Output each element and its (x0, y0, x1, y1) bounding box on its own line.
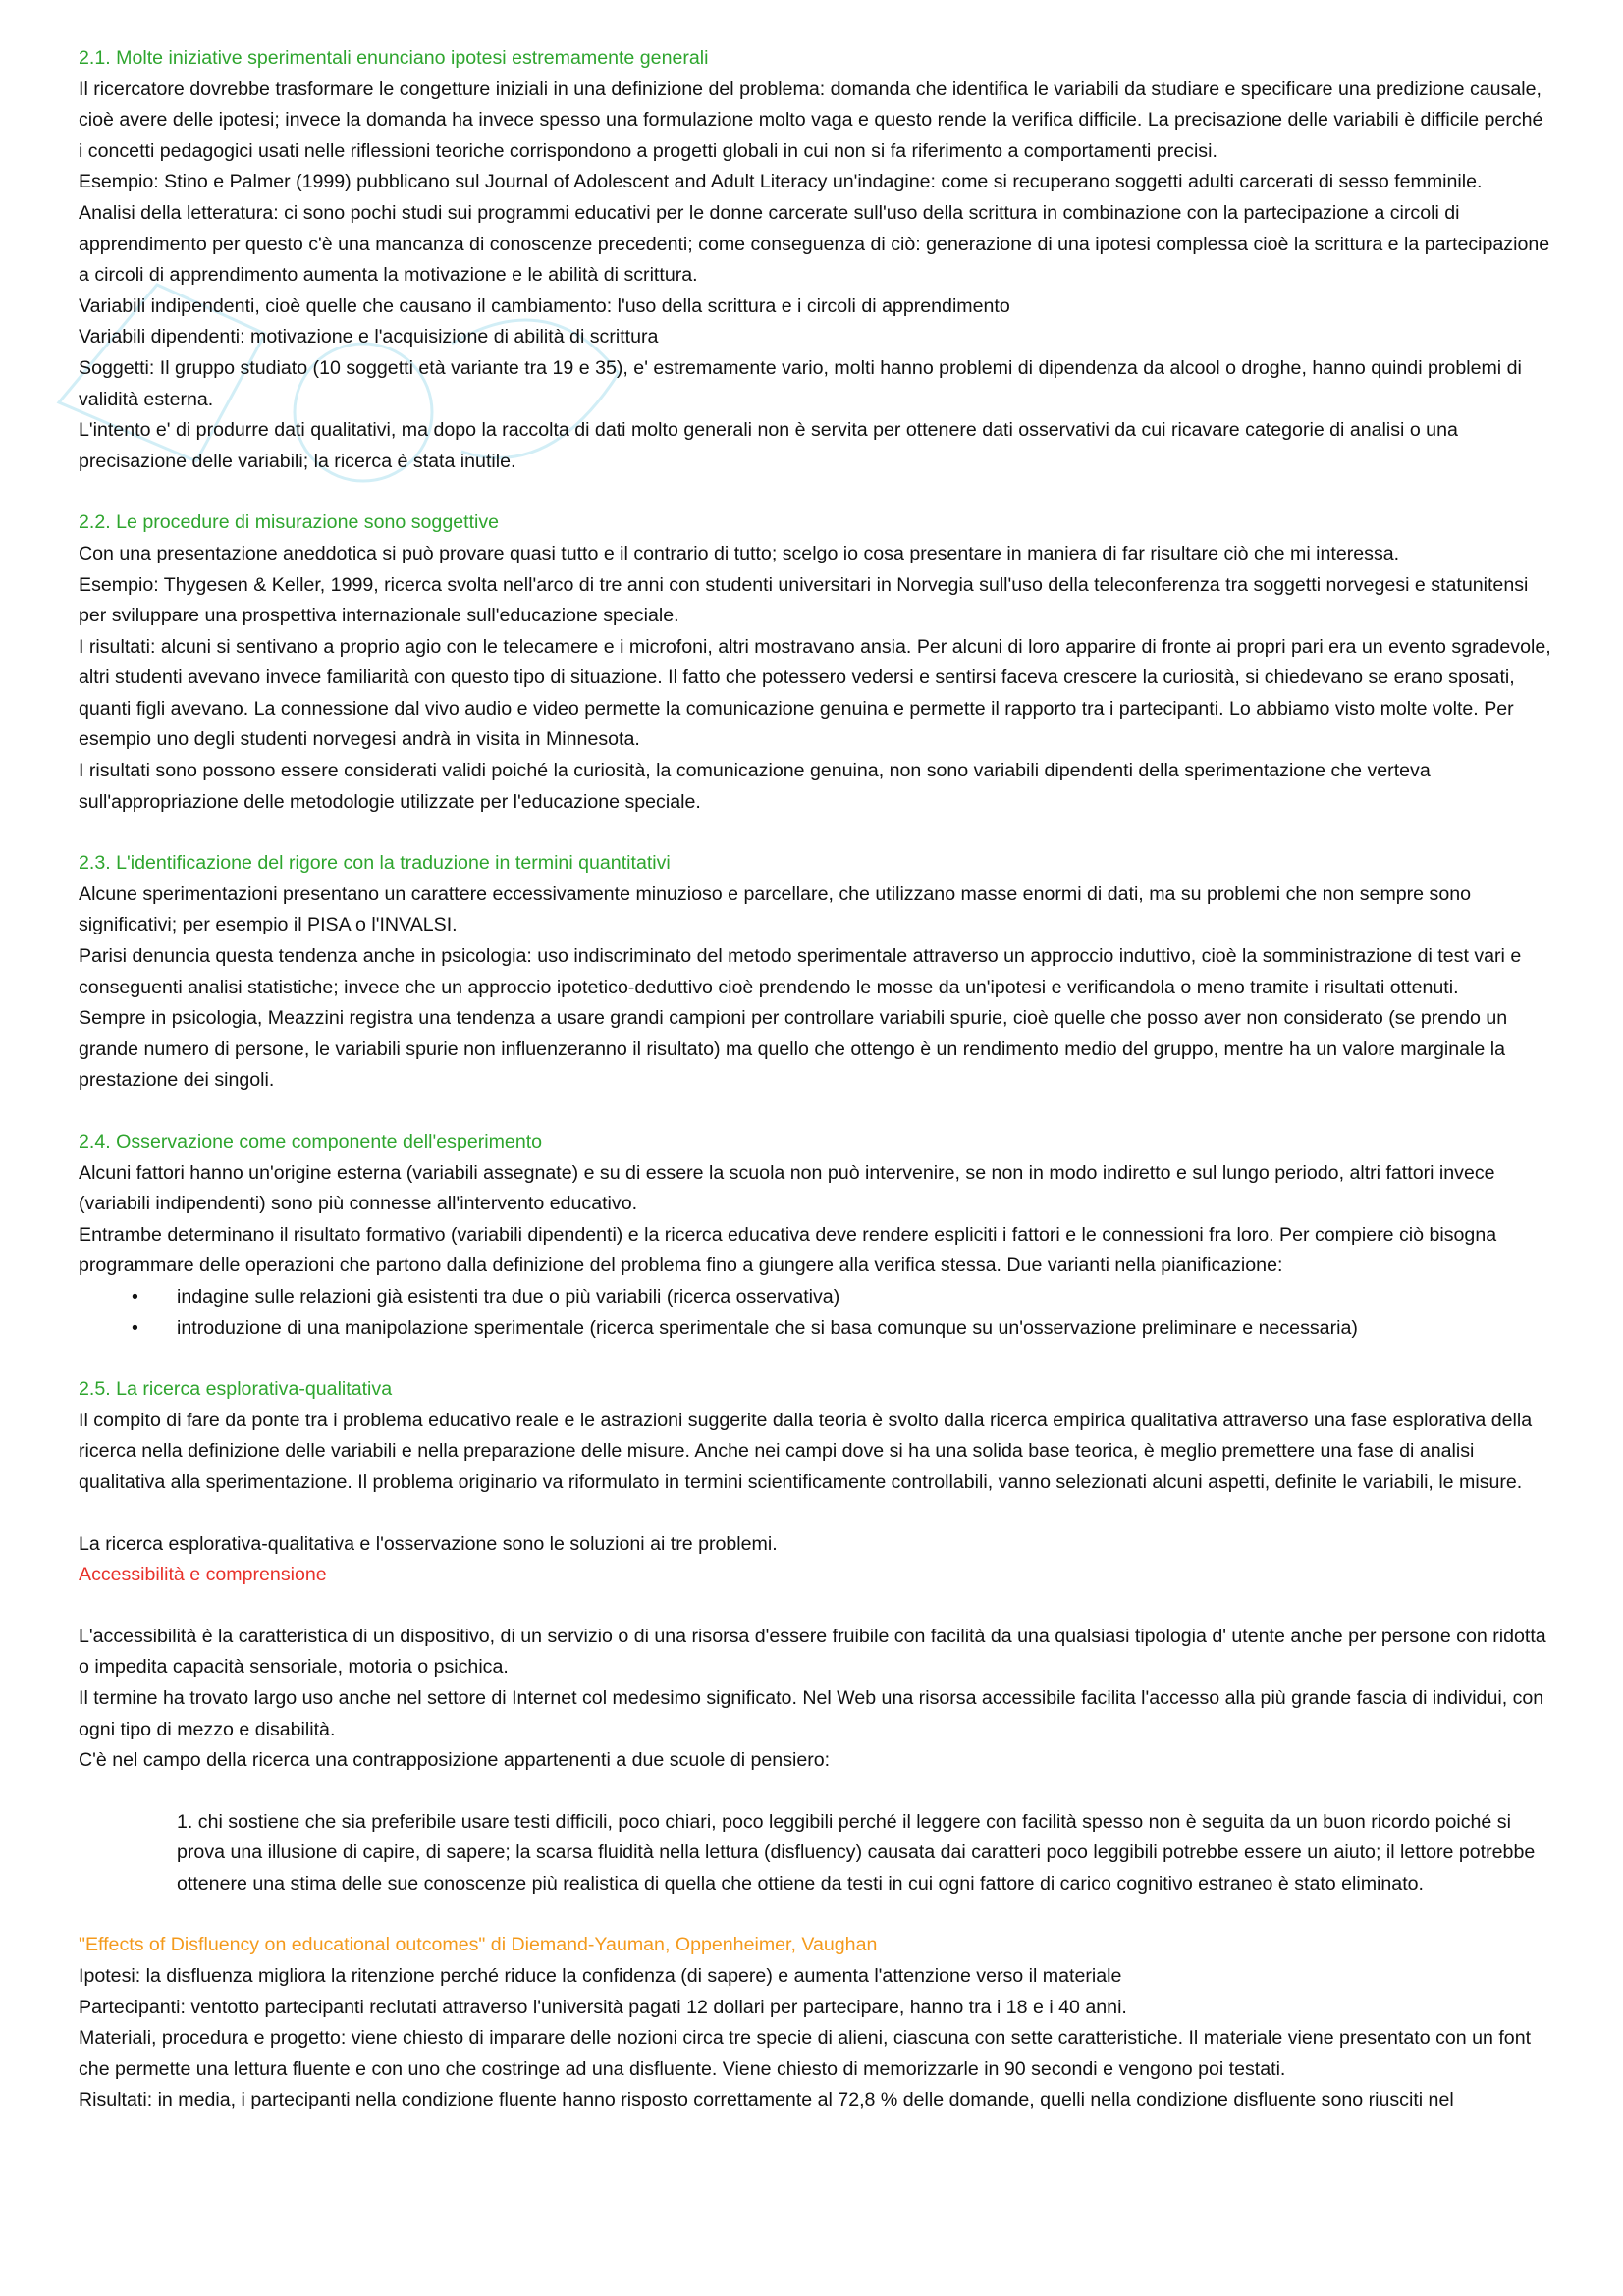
section-heading-accessibility: Accessibilità e comprensione (79, 1564, 327, 1586)
list-item (79, 1282, 1551, 1313)
paragraph: Parisi denuncia questa tendenza anche in psicologia: uso indiscriminato del metodo sperimentale attraverso un approccio induttivo, cioè la somministrazione di test vari e conseguenti analisi statistiche; invece che un approccio ipotetico-deduttivo cioè prendendo le mosse da un'ipotesi e verificandola o meno tramite i risultati ottenuti. (79, 945, 1522, 998)
paragraph: L'intento e' di produrre dati qualitativi, ma dopo la raccolta di dati molto generali non è servita per ottenere dati osservativi da cui ricavare categorie di analisi o una precisazione delle variabili; la ricerca è stata inutile. (79, 419, 1458, 472)
section-heading-2-2: 2.2. Le procedure di misurazione sono soggettive (79, 511, 500, 534)
paragraph: Ipotesi: la disfluenza migliora la ritenzione perché riduce la confidenza (di sapere) e aumenta l'attenzione verso il materiale (79, 1965, 1122, 1988)
paragraph: Il compito di fare da ponte tra i problema educativo reale e le astrazioni suggerite dalla teoria è svolto dalla ricerca empirica qualitativa attraverso una fase esplorativa della ricerca nella definizione delle variabili e nella preparazione delle misure. Anche nei campi dove si ha una solida base teorica, è meglio premettere una fase di analisi qualitativa alla sperimentazione. Il problema originario va riformulato in termini scientificamente controllabili, vanno selezionati alcuni aspetti, definite le variabili, le misure. (79, 1409, 1533, 1493)
numbered-list-item: 1. chi sostiene che sia preferibile usare testi difficili, poco chiari, poco leggibili perché il leggere con facilità spesso non è seguita da un buon ricordo poiché si prova una illusione di capire, di sapere; la scarsa fluidità nella lettura (disfluency) causata dai caratteri poco leggibili potrebbe essere un aiuto; il lettore potrebbe ottenere una stima delle sue conoscenze più realistica di quella che ottiene da testi in cui ogni fattore di carico cognitivo estraneo è stato eliminato. (177, 1810, 1536, 1895)
bullet-icon: • (132, 1285, 138, 1308)
paragraph: Variabili indipendenti, cioè quelle che causano il cambiamento: l'uso della scrittura e i circoli di apprendimento (79, 294, 1010, 317)
paragraph: Partecipanti: ventotto partecipanti reclutati attraverso l'università pagati 12 dollari per partecipare, hanno tra i 18 e i 40 anni. (79, 1996, 1127, 2018)
paragraph: Esempio: Thygesen & Keller, 1999, ricerca svolta nell'arco di tre anni con studenti universitari in Norvegia sull'uso della teleconferenza tra soggetti norvegesi e statunitensi per sviluppare una prospettiva internazionale sull'educazione speciale. (79, 573, 1529, 627)
section-heading-2-1: 2.1. Molte iniziative sperimentali enunciano ipotesi estremamente generali (79, 47, 709, 69)
section-heading-disfluency: "Effects of Disfluency on educational outcomes" di Diemand-Yauman, Oppenheimer, Vaughan (79, 1934, 878, 1956)
paragraph: L'accessibilità è la caratteristica di un dispositivo, di un servizio o di una risorsa d'essere fruibile con facilità da una qualsiasi tipologia d' utente anche per persone con ridotta o impedita capacità sensoriale, motoria o psichica. (79, 1625, 1546, 1679)
paragraph: Analisi della letteratura: ci sono pochi studi sui programmi educativi per le donne carcerate sull'uso della scrittura in combinazione con la partecipazione a circoli di apprendimento per questo c'è una mancanza di conoscenze precedenti; come conseguenza di ciò: generazione di una ipotesi complessa cioè la scrittura e la partecipazione a circoli di apprendimento aumenta la motivazione e le abilità di scrittura. (79, 201, 1550, 287)
paragraph: Soggetti: Il gruppo studiato (10 soggetti età variante tra 19 e 35), e' estremamente vario, molti hanno problemi di dipendenza da alcool o droghe, hanno quindi problemi di validità esterna. (79, 356, 1522, 410)
document-page (79, 43, 1551, 2116)
section-heading-2-4: 2.4. Osservazione come componente dell'esperimento (79, 1131, 543, 1152)
paragraph: I risultati sono possono essere considerati validi poiché la curiosità, la comunicazione genuina, non sono variabili dipendenti della sperimentazione che verteva sull'appropriazione delle metodologie utilizzate per l'educazione speciale. (79, 760, 1431, 813)
paragraph: Alcune sperimentazioni presentano un carattere eccessivamente minuzioso e parcellare, che utilizzano masse enormi di dati, ma su problemi che non sempre sono significativi; per esempio il PISA o l'INVALSI. (79, 882, 1472, 936)
paragraph: C'è nel campo della ricerca una contrapposizione appartenenti a due scuole di pensiero: (79, 1749, 831, 1772)
paragraph: Entrambe determinano il risultato formativo (variabili dipendenti) e la ricerca educativa deve rendere espliciti i fattori e le connessioni fra loro. Per compiere ciò bisogna programmare delle operazioni che partono dalla definizione del problema fino a giungere alla verifica stessa. Due varianti nella pianificazione: (79, 1223, 1497, 1277)
paragraph: Variabili dipendenti: motivazione e l'acquisizione di abilità di scrittura (79, 326, 659, 348)
paragraph: Materiali, procedura e progetto: viene chiesto di imparare delle nozioni circa tre specie di alieni, ciascuna con sette caratteristiche. Il materiale viene presentato con un font che permette una lettura fluente e con uno che costringe ad una disfluente. Viene chiesto di memorizzarle in 90 secondi e vengono poi testati. (79, 2027, 1532, 2080)
paragraph: Il termine ha trovato largo uso anche nel settore di Internet col medesimo significato. Nel Web una risorsa accessibile facilita l'accesso alla più grande fascia di individui, con ogni tipo di mezzo e disabilità. (79, 1686, 1544, 1740)
section-heading-2-3: 2.3. L'identificazione del rigore con la traduzione in termini quantitativi (79, 852, 671, 875)
section-heading-2-5: 2.5. La ricerca esplorativa-qualitativa (79, 1378, 393, 1401)
paragraph: Risultati: in media, i partecipanti nella condizione fluente hanno risposto correttamente al 72,8 % delle domande, quelli nella condizione disfluente sono riusciti nel (79, 2089, 1454, 2111)
paragraph: Con una presentazione aneddotica si può provare quasi tutto e il contrario di tutto; scelgo io cosa presentare in maniera di far risultare ciò che mi interessa. (79, 542, 1400, 564)
bullet-list (79, 1282, 1551, 1344)
paragraph: La ricerca esplorativa-qualitativa e l'osservazione sono le soluzioni ai tre problemi. (79, 1532, 778, 1555)
paragraph: Sempre in psicologia, Meazzini registra una tendenza a usare grandi campioni per controllare variabili spurie, cioè quelle che posso aver non considerato (se prendo un grande numero di persone, le variabili spurie non influenzeranno il risultato) ma quello che ottengo è un rendimento medio del gruppo, mentre ha un valore marginale la prestazione dei singoli. (79, 1007, 1508, 1092)
paragraph: Esempio: Stino e Palmer (1999) pubblicano sul Journal of Adolescent and Adult Literacy un'indagine: come si recuperano soggetti adulti carcerati di sesso femminile. (79, 171, 1483, 193)
list-item (79, 1313, 1551, 1345)
list-item-text: indagine sulle relazioni già esistenti tra due o più variabili (ricerca osservativa) (177, 1285, 840, 1308)
list-item-text: introduzione di una manipolazione sperimentale (ricerca sperimentale che si basa comunque su un'osservazione preliminare e necessaria) (177, 1316, 1358, 1339)
paragraph: I risultati: alcuni si sentivano a proprio agio con le telecamere e i microfoni, altri mostravano ansia. Per alcuni di loro apparire di fronte ai propri pari era un evento sgradevole, altri studenti avevano invece familiarità con questo tipo di situazione. Il fatto che potessero vedersi e sentirsi faceva crescere la curiosità, si chiedevano se erano sposati, quanti figli avevano. La connessione dal vivo audio e video permette la comunicazione genuina e permette il rapporto tra i partecipanti. Lo abbiamo visto molte volte. Per esempio uno degli studenti norvegesi andrà in visita in Minnesota. (79, 635, 1551, 751)
bullet-icon: • (132, 1316, 138, 1339)
paragraph: Alcuni fattori hanno un'origine esterna (variabili assegnate) e su di essere la scuola non può intervenire, se non in modo indiretto e sul lungo periodo, altri fattori invece (variabili indipendenti) sono più connesse all'intervento educativo. (79, 1161, 1495, 1215)
paragraph: Il ricercatore dovrebbe trasformare le congetture iniziali in una definizione del problema: domanda che identifica le variabili da studiare e specificare una predizione causale, cioè avere delle ipotesi; invece la domanda ha invece spesso una formulazione molto vaga e questo rende la verifica difficile. La precisazione delle variabili è difficile perché i concetti pedagogici usati nelle riflessioni teoriche corrispondono a progetti globali in cui non si fa riferimento a comportamenti precisi. (79, 78, 1543, 162)
